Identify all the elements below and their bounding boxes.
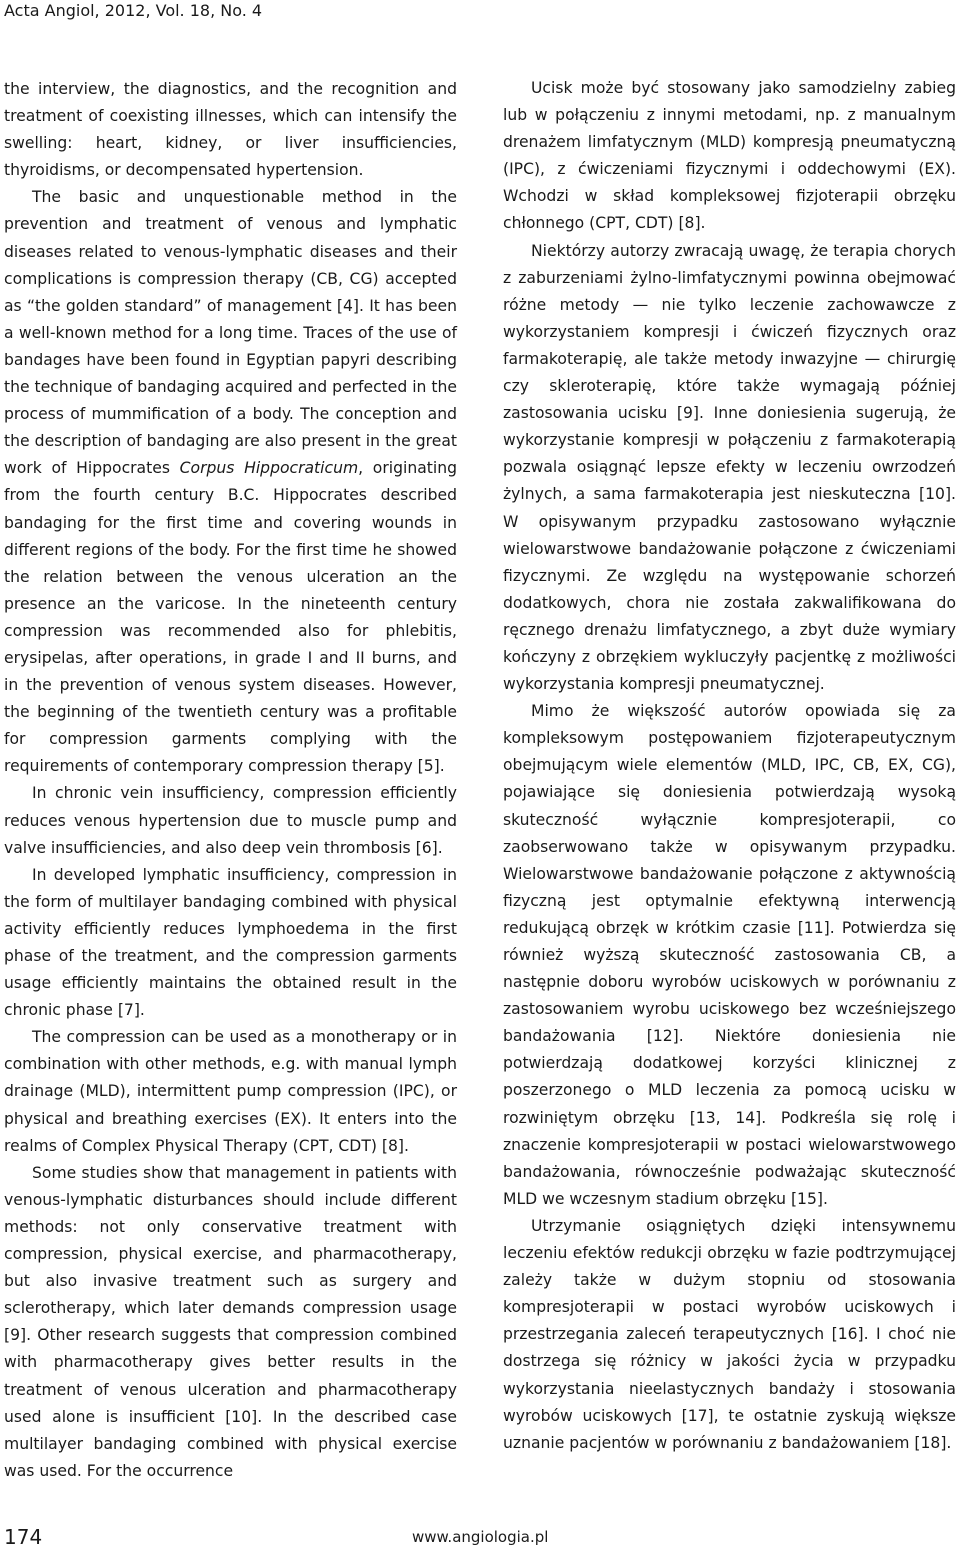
paragraph <box>4 184 457 780</box>
paragraph-text: , originating from the fourth century B.C. Hippocrates described bandaging for the first time and covering wounds in different regions of the body. For the first time he showed the relation between the venous ulceration an the presence an the varicose. In the nineteenth century compression was recommended also for phlebitis, erysipelas, after operations, in grade I and II burns, and in the prevention of venous system diseases. However, the beginning of the twentieth century was a profitable for compression garments complying with the requirements of contemporary compression therapy [5]. <box>4 459 457 776</box>
paragraph-text: The basic and unquestionable method in the prevention and treatment of venous and lymphatic diseases related to venous-lymphatic diseases and their complications is compression therapy (CB, CG) accepted as “the golden standard” of management [4]. It has been a well-known method for a long time. Traces of the use of bandages have been found in Egyptian papyri describing the technique of bandaging acquired and perfected in the process of mummification of a body. The conception and the description of bandaging are also present in the great work of Hippocrates <box>4 188 457 478</box>
paragraph: the interview, the diagnostics, and the recognition and treatment of coexisting illnesses, which can intensify the swelling: heart, kidney, or liver insufficiencies, thyroidisms, or decompensated hypertension. <box>4 80 457 180</box>
right-column <box>503 75 956 1457</box>
paragraph: In chronic vein insufficiency, compression efficiently reduces venous hypertension due to muscle pump and valve insufficiencies, and also deep vein thrombosis [6]. <box>4 784 457 857</box>
paragraph: Utrzymanie osiągniętych dzięki intensywnemu leczeniu efektów redukcji obrzęku w fazie podtrzymującej zależy także w dużym stopniu od stosowania kompresjoterapii w postaci wyrobów uciskowych i przestrzegania zaleceń terapeutycznych [16]. I choć nie dostrzega się różnicy w jakości życia w przypadku wykorzystania nieelastycznych bandaży i stosowania wyrobów uciskowych [17], te ostatnie zyskują większe uznanie pacjentów w porównaniu z bandażowaniem [18]. <box>503 1216 956 1452</box>
page-number: 174 <box>4 1525 43 1549</box>
paragraph: Niektórzy autorzy zwracają uwagę, że terapia chorych z zaburzeniami żylno-limfatycznymi powinna obejmować różne metody — nie tylko leczenie zachowawcze z wykorzystaniem kompresji i ćwiczeń fizycznych oraz farmakoterapię, ale także metody inwazyjne — chirurgię czy skleroterapię, które także wymagają później zastosowania ucisku [9]. Inne doniesienia sugerują, że wykorzystanie kompresji w połączeniu z farmakoterapią pozwala osiągnąć lepsze efekty w leczeniu owrzodzeń żylnych, a sama farmakoterapia jest nieskuteczna [10]. W opisywanym przypadku zastosowano wyłącznie wielowarstwowe bandażowanie połączone z ćwiczeniami fizycznymi. Ze względu na występowanie schorzeń dodatkowych, chora nie została zakwalifikowana do ręcznego drenażu limfatycznego, a zbyt duże wymiary kończyny z obrzękiem wykluczyły pacjentkę z możliwości wykorzystania kompresji pneumatycznej. <box>503 241 956 694</box>
italic-title: Corpus Hippocraticum <box>179 459 359 478</box>
paragraph: In developed lymphatic insufficiency, compression in the form of multilayer bandaging combined with physical activity efficiently reduces lymphoedema in the first phase of the treatment, and the compression garments usage efficiently maintains the obtained result in the chronic phase [7]. <box>4 865 457 1020</box>
footer-url[interactable]: www.angiologia.pl <box>412 1528 549 1546</box>
left-column <box>4 76 457 1485</box>
paragraph: Some studies show that management in patients with venous-lymphatic disturbances should include different methods: not only conservative treatment with compression, physical exercise, and pharmacotherapy, but also invasive treatment such as surgery and sclerotherapy, which later demands compression usage [9]. Other research suggests that compression combined with pharmacotherapy gives better results in the treatment of venous ulceration and pharmacotherapy used alone is insufficient [10]. In the described case multilayer bandaging combined with physical exercise was used. For the occurrence <box>4 1163 457 1480</box>
paragraph: The compression can be used as a monotherapy or in combination with other methods, e.g. with manual lymph drainage (MLD), intermittent pump compression (IPC), or physical and breathing exercises (EX). It enters into the realms of Complex Physical Therapy (CPT, CDT) [8]. <box>4 1028 457 1155</box>
paragraph: Mimo że większość autorów opowiada się za kompleksowym postępowaniem fizjoterapeutycznym obejmującym wiele elementów (MLD, IPC, CB, EX, CG), pojawiające się doniesienia potwierdzają wysoką skuteczność wyłącznie kompresjoterapii, co zaobserwowano także w opisywanym przypadku. Wielowarstwowe bandażowanie połączone z aktywnością fizyczną jest optymalnie efektywną interwencją redukującą obrzęk w krótkim czasie [11]. Potwierdza się również wyższą skuteczność zastosowania CB, a następnie doboru wyrobów uciskowych w porównaniu z zastosowaniem wyrobu uciskowego bez wcześniejszego bandażowania [12]. Niektóre doniesienia nie potwierdzają dodatkowej korzyści klinicznej z poszerzonego o MLD leczenia za pomocą ucisku w rozwiniętym obrzęku [13, 14]. Podkreśla się rolę i znaczenie kompresjoterapii w postaci wielowarstwowego bandażowania, równocześnie podważając skuteczność MLD we wczesnym stadium obrzęku [15]. <box>503 702 956 1208</box>
running-header: Acta Angiol, 2012, Vol. 18, No. 4 <box>4 1 263 20</box>
paragraph: Ucisk może być stosowany jako samodzielny zabieg lub w połączeniu z innymi metodami, np. z manualnym drenażem limfatycznym (MLD) kompresją pneumatyczną (IPC), z ćwiczeniami fizycznymi i oddechowymi (EX). Wchodzi w skład kompleksowej fizjoterapii obrzęku chłonnego (CPT, CDT) [8]. <box>503 79 956 233</box>
